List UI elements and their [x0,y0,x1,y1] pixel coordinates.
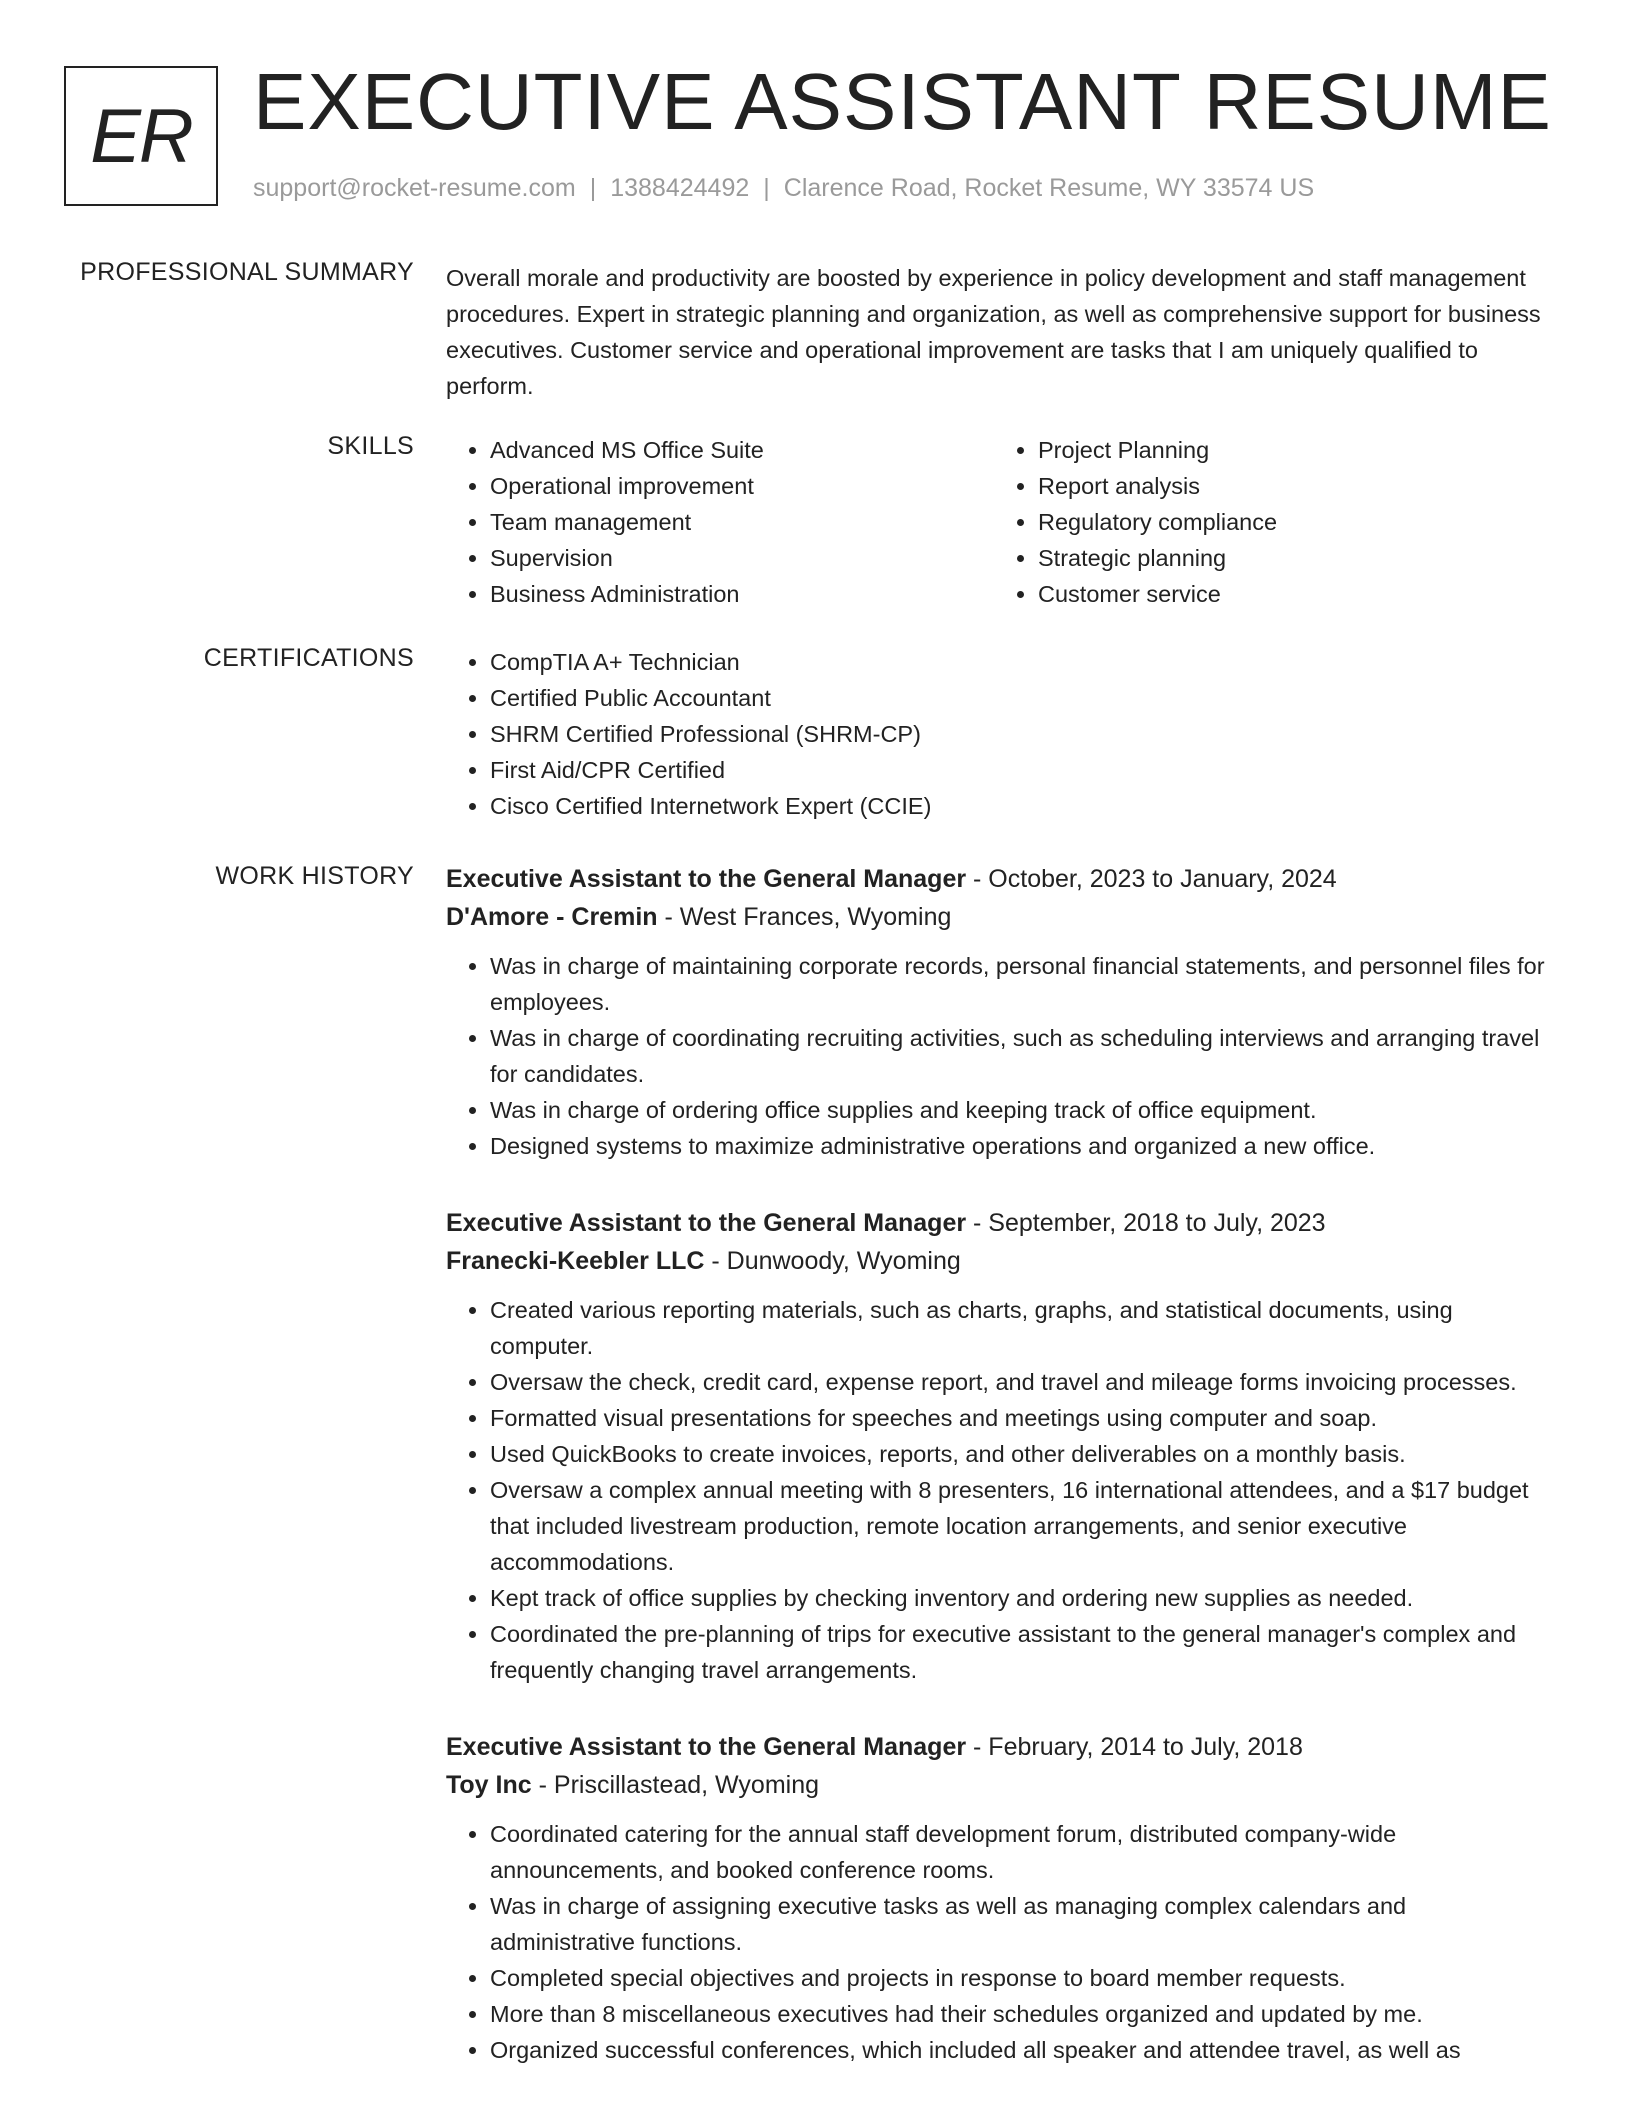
skills-body [446,432,1546,612]
company-name: Franecki-Keebler LLC [446,1247,705,1275]
company-line [446,1766,1546,1804]
skill-item: • Regulatory compliance [1038,504,1542,540]
certifications-list [446,644,1546,824]
company-name: D'Amore - Cremin [446,903,658,931]
summary-label: PROFESSIONAL SUMMARY [80,258,414,286]
job-dates: - September, 2018 to July, 2023 [966,1209,1326,1237]
certification-item: • Certified Public Accountant [490,680,1546,716]
job-entry [446,860,1546,1164]
job-bullet: • Kept track of office supplies by checking inventory and ordering new supplies as needed. [490,1580,1546,1616]
job-title-line [446,1204,1546,1242]
certification-item: • SHRM Certified Professional (SHRM-CP) [490,716,1546,752]
job-dates: - February, 2014 to July, 2018 [966,1733,1303,1761]
job-bullet: • Formatted visual presentations for speeches and meetings using computer and soap. [490,1400,1546,1436]
certifications-label: CERTIFICATIONS [203,644,414,672]
company-location: - Dunwoody, Wyoming [704,1247,961,1275]
job-bullet: • Oversaw the check, credit card, expense report, and travel and mileage forms invoicing processes. [490,1364,1546,1400]
work-history-label: WORK HISTORY [215,862,414,890]
skill-item: • Project Planning [1038,432,1542,468]
job-bullet: • Was in charge of maintaining corporate records, personal financial statements, and personnel files for employees. [490,948,1546,1020]
skill-item: • Report analysis [1038,468,1542,504]
certification-item: • Cisco Certified Internetwork Expert (CCIE) [490,788,1546,824]
job-bullet: • Oversaw a complex annual meeting with 8 presenters, 16 international attendees, and a $17 budget that included livestream production, remote location arrangements, and senior executive accommodations. [490,1472,1546,1580]
skill-item: • Business Administration [490,576,994,612]
company-name: Toy Inc [446,1771,532,1799]
company-location: - Priscillastead, Wyoming [531,1771,820,1799]
job-bullet: • Was in charge of assigning executive tasks as well as managing complex calendars and administrative functions. [490,1888,1546,1960]
job-bullets [446,1816,1546,2068]
job-bullet: • Coordinated the pre-planning of trips for executive assistant to the general manager's complex and frequently changing travel arrangements. [490,1616,1546,1688]
contact-line [253,174,1314,203]
job-title: Executive Assistant to the General Manager [446,1733,967,1761]
certification-item: • CompTIA A+ Technician [490,644,1546,680]
job-bullet: • Used QuickBooks to create invoices, reports, and other deliverables on a monthly basis. [490,1436,1546,1472]
contact-email: support@rocket-resume.com [253,174,576,202]
job-entry [446,1204,1546,1688]
job-bullet: • Was in charge of ordering office supplies and keeping track of office equipment. [490,1092,1546,1128]
certifications-body [446,644,1546,824]
skill-item: • Customer service [1038,576,1542,612]
job-dates: - October, 2023 to January, 2024 [966,865,1337,893]
skill-item: • Strategic planning [1038,540,1542,576]
contact-address: Clarence Road, Rocket Resume, WY 33574 US [783,174,1315,202]
company-location: - West Frances, Wyoming [657,903,952,931]
skill-item: • Operational improvement [490,468,994,504]
summary-text: Overall morale and productivity are boosted by experience in policy development and staff management procedures. Expert in strategic planning and organization, as well as comprehensive support for business executives. Customer service and operational improvement are tasks that I am uniquely qualified to perform. [446,265,1541,399]
page-title: EXECUTIVE ASSISTANT RESUME [253,57,1552,146]
skills-list-left [446,432,994,612]
skill-item: • Team management [490,504,994,540]
company-line [446,898,1546,936]
job-bullet: • Designed systems to maximize administrative operations and organized a new office. [490,1128,1546,1164]
certification-item: • First Aid/CPR Certified [490,752,1546,788]
job-bullets [446,948,1546,1164]
job-title-line [446,860,1546,898]
skills-label: SKILLS [327,432,414,460]
contact-phone: 1388424492 [610,174,750,202]
contact-separator: | [763,174,770,202]
job-bullets [446,1292,1546,1688]
job-title: Executive Assistant to the General Manager [446,865,967,893]
job-bullet: • Coordinated catering for the annual staff development forum, distributed company-wide announcements, and booked conference rooms. [490,1816,1546,1888]
monogram-logo: ER [64,66,218,206]
skills-list-right [994,432,1542,612]
job-entry [446,1728,1546,2068]
job-bullet: • Was in charge of coordinating recruiting activities, such as scheduling interviews and arranging travel for candidates. [490,1020,1546,1092]
company-line [446,1242,1546,1280]
job-title-line [446,1728,1546,1766]
skill-item: • Supervision [490,540,994,576]
job-bullet: • More than 8 miscellaneous executives had their schedules organized and updated by me. [490,1996,1546,2032]
work-history-body [446,860,1546,2108]
job-bullet: • Completed special objectives and projects in response to board member requests. [490,1960,1546,1996]
contact-separator: | [589,174,597,202]
job-bullet: • Created various reporting materials, such as charts, graphs, and statistical documents, using computer. [490,1292,1546,1364]
job-title: Executive Assistant to the General Manager [446,1209,967,1237]
job-bullet: • Organized successful conferences, which included all speaker and attendee travel, as well as [490,2032,1546,2068]
skill-item: • Advanced MS Office Suite [490,432,994,468]
